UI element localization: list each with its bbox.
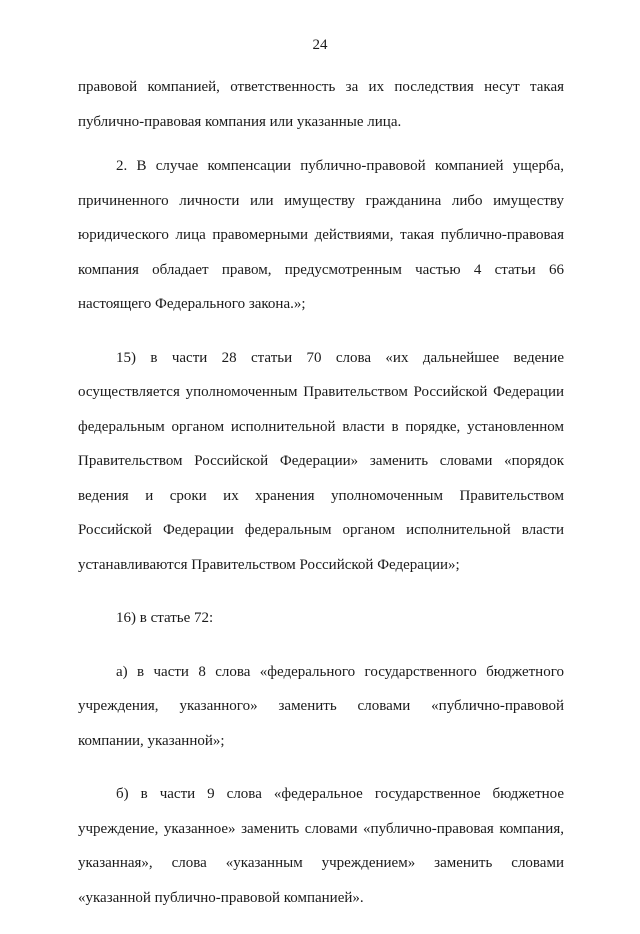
page-number: 24	[312, 37, 328, 53]
paragraph-subitem-a: а) в части 8 слова «федерального государственного бюджетного учреждения, указанного» заменить словами «публично-правовой компании, указанной»;	[78, 663, 564, 749]
paragraph-compensation-clause: 2. В случае компенсации публично-правовой компанией ущерба, причиненного личности или имуществу гражданина либо имуществу юридического лица правомерными действиями, такая публично-правовая компания обладает правом, предусмотренным частью 4 статьи 66 настоящего Федерального закона.»;	[78, 158, 564, 312]
document-body	[78, 70, 564, 934]
paragraph-subitem-b: б) в части 9 слова «федеральное государственное бюджетное учреждение, указанное» заменить словами «публично-правовая компания, указанная», слова «указанным учреждением» заменить словами «указанной публично-правовой компанией».	[78, 786, 564, 906]
paragraph-item-16: 16) в статье 72:	[116, 610, 214, 626]
paragraph-continuation: правовой компанией, ответственность за их последствия несут такая публично-правовая компания или указанные лица.	[78, 79, 564, 130]
paragraph-item-15: 15) в части 28 статьи 70 слова «их дальнейшее ведение осуществляется уполномоченным Правительством Российской Федерации федеральным органом исполнительной власти в порядке, установленном Правительством Российской Федерации» заменить словами «порядок ведения и сроки их хранения уполномоченным Правительством Российской Федерации федеральным органом исполнительной власти устанавливаются Правительством Российской Федерации»;	[78, 349, 564, 573]
